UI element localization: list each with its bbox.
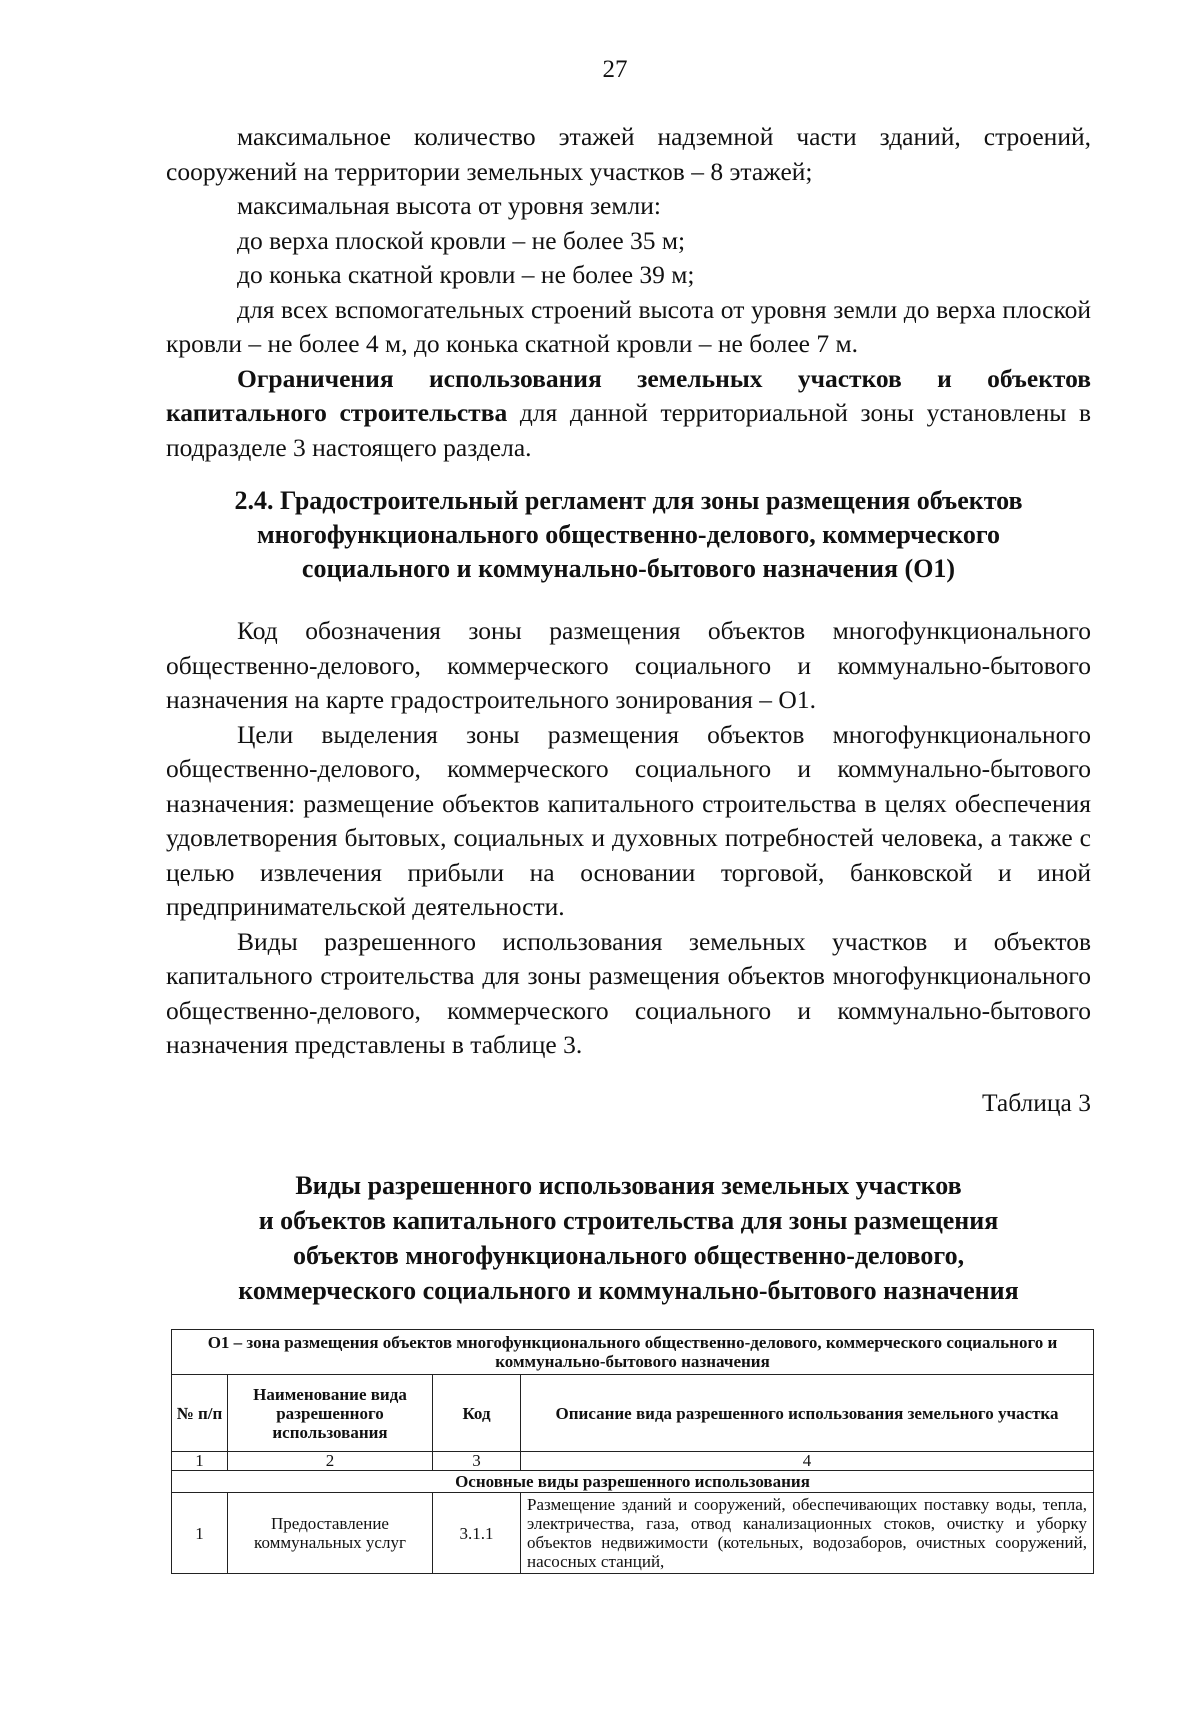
table-subheader-row bbox=[172, 1471, 1094, 1493]
column-number: 1 bbox=[172, 1452, 228, 1471]
intro-paragraph-restrictions bbox=[166, 362, 1091, 466]
page-number: 27 bbox=[602, 56, 628, 83]
intro-paragraph-auxiliary: для всех вспомогательных строений высота от уровня земли до верха плоской кровли – не более 4 м, до конька скатной кровли – не более 7 м. bbox=[166, 294, 1091, 358]
row-use-name: Предоставление коммунальных услуг bbox=[228, 1493, 433, 1574]
intro-paragraph-floors: максимальное количество этажей надземной части зданий, строений, сооружений на территории земельных участков – 8 этажей; bbox=[166, 122, 1091, 186]
section-title-line: 2.4. Градостроительный регламент для зоны размещения объектов bbox=[234, 486, 1023, 515]
header-number: № п/п bbox=[172, 1375, 228, 1452]
column-number: 3 bbox=[433, 1452, 521, 1471]
section-text bbox=[166, 614, 1091, 1063]
zone-uses-paragraph: Виды разрешенного использования земельных участков и объектов капитального строительства для зоны размещения объектов многофункционального общественно-делового, коммерческого социального и коммунально-бытового назначения представлены в таблице 3. bbox=[166, 926, 1091, 1059]
table-title bbox=[166, 1168, 1091, 1308]
header-code: Код bbox=[433, 1375, 521, 1452]
column-number: 2 bbox=[228, 1452, 433, 1471]
permitted-uses-table bbox=[171, 1329, 1094, 1574]
section-title-line: социального и коммунально-бытового назначения (О1) bbox=[301, 554, 956, 583]
restrictions-bold-text: Ограничения использования земельных участков и объектов капитального строительства bbox=[166, 363, 1091, 427]
header-use-name: Наименование вида разрешенного использования bbox=[228, 1375, 433, 1452]
table-title-line: Виды разрешенного использования земельных участков bbox=[295, 1171, 962, 1200]
table-title-line: коммерческого социального и коммунально-бытового назначения bbox=[238, 1276, 1019, 1305]
table-header-row bbox=[172, 1375, 1094, 1452]
table-caption: Таблица 3 bbox=[981, 1088, 1091, 1117]
intro-paragraph-pitched-roof: до конька скатной кровли – не более 39 м; bbox=[237, 260, 695, 289]
section-title-line: многофункционального общественно-делового, коммерческого bbox=[256, 520, 1001, 549]
intro-text bbox=[166, 120, 1091, 465]
section-title bbox=[166, 484, 1091, 586]
row-description: Размещение зданий и сооружений, обеспечивающих поставку воды, тепла, электричества, газа, отвод канализационных стоков, очистку и уборку объектов недвижимости (котельных, водозаборов, очистных сооружений, насосных станций, bbox=[521, 1493, 1094, 1574]
table-title-line: и объектов капитального строительства для зоны размещения bbox=[258, 1206, 999, 1235]
intro-paragraph-max-height: максимальная высота от уровня земли: bbox=[237, 191, 661, 220]
table-zone-header: О1 – зона размещения объектов многофункционального общественно-делового, коммерческого социального и коммунально-бытового назначения bbox=[172, 1330, 1094, 1375]
table-subheader: Основные виды разрешенного использования bbox=[172, 1471, 1094, 1493]
table-column-numbers-row bbox=[172, 1452, 1094, 1471]
restrictions-text: для данной территориальной зоны установлены в подразделе 3 настоящего раздела. bbox=[166, 398, 1092, 462]
table-row bbox=[172, 1493, 1094, 1574]
zone-code-paragraph: Код обозначения зоны размещения объектов многофункционального общественно-делового, коммерческого социального и коммунально-бытового назначения на карте градостроительного зонирования – О1. bbox=[166, 616, 1091, 714]
intro-paragraph-flat-roof: до верха плоской кровли – не более 35 м; bbox=[237, 225, 686, 255]
table-zone-header-row bbox=[172, 1330, 1094, 1375]
column-number: 4 bbox=[521, 1452, 1094, 1471]
row-code: 3.1.1 bbox=[433, 1493, 521, 1574]
table-title-line: объектов многофункционального общественно-делового, bbox=[292, 1241, 965, 1270]
zone-goals-paragraph: Цели выделения зоны размещения объектов многофункционального общественно-делового, коммерческого социального и коммунально-бытового назначения: размещение объектов капитального строительства в целях обеспечения удовлетворения бытовых, социальных и духовных потребностей человека, а также с целью извлечения прибыли на основании торговой, банковской и иной предпринимательской деятельности. bbox=[166, 719, 1091, 921]
row-number: 1 bbox=[172, 1493, 228, 1574]
header-description: Описание вида разрешенного использования земельного участка bbox=[521, 1375, 1094, 1452]
